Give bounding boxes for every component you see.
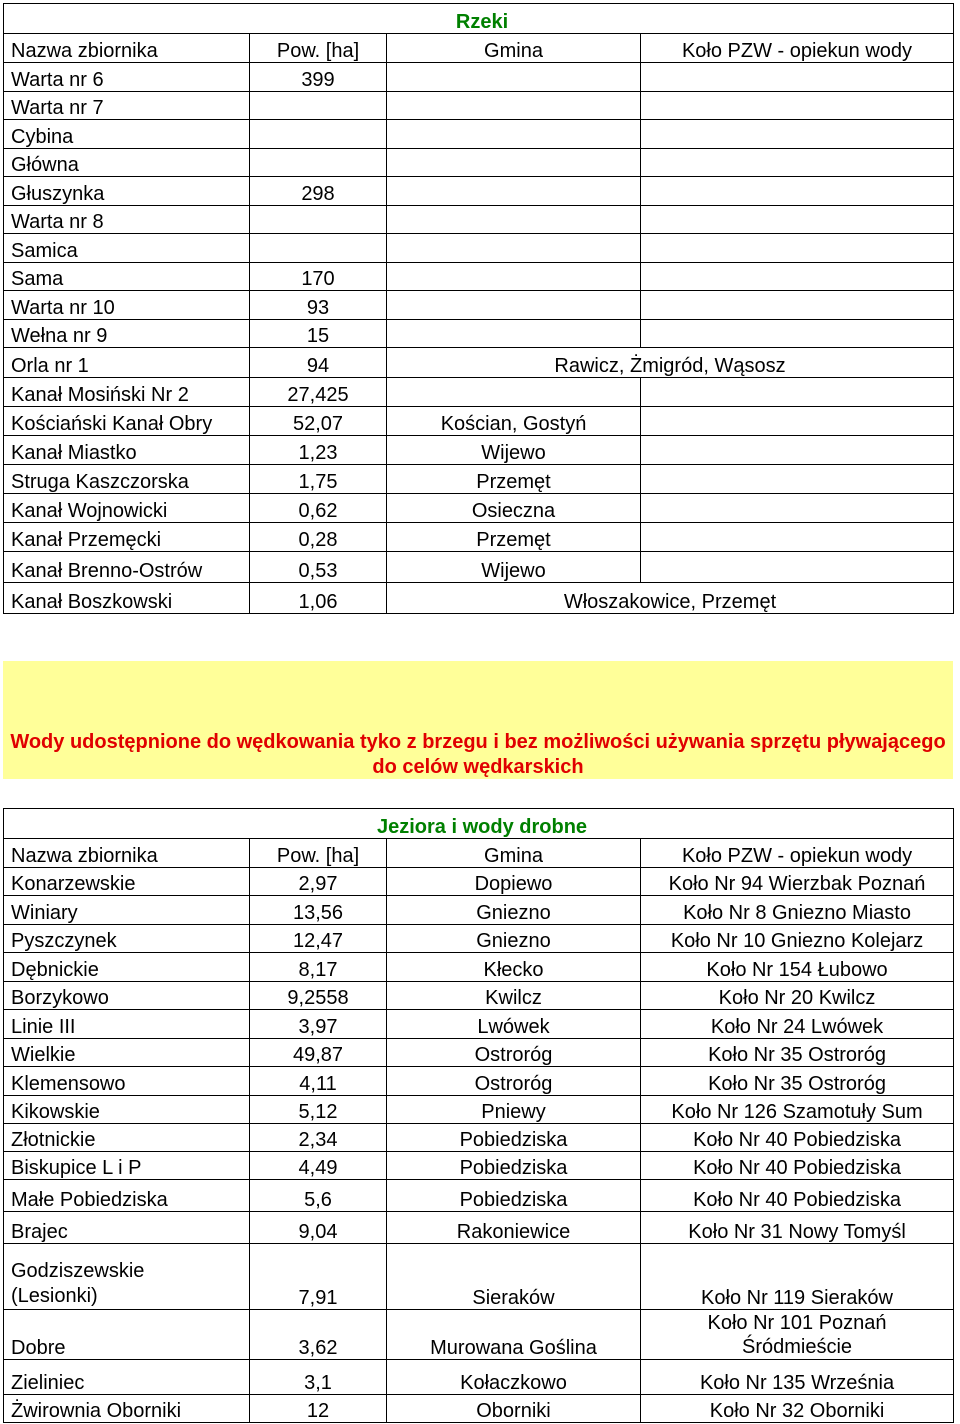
cell-name: Główna [4,149,250,177]
lakes-header-row [4,839,954,868]
table-row [4,291,954,320]
cell-area: 13,56 [250,896,387,925]
cell-club [641,149,954,177]
cell-gmina: Pniewy [387,1096,641,1124]
cell-club [641,436,954,465]
cell-club: Koło Nr 94 Wierzbak Poznań [641,868,954,896]
cell-club [641,206,954,234]
cell-name: Zieliniec [4,1360,250,1395]
table-row [4,1310,954,1360]
cell-club [641,291,954,320]
cell-gmina: Ostroróg [387,1067,641,1096]
table-row [4,465,954,494]
table-row [4,92,954,120]
cell-area: 1,23 [250,436,387,465]
cell-club: Koło Nr 40 Pobiedziska [641,1124,954,1152]
cell-area: 0,53 [250,552,387,583]
cell-area [250,92,387,120]
table-row [4,1096,954,1124]
cell-name: Klemensowo [4,1067,250,1096]
cell-club: Koło Nr 135 Września [641,1360,954,1395]
rivers-header-row [4,34,954,63]
cell-area: 12 [250,1395,387,1423]
cell-club: Koło Nr 119 Sieraków [641,1244,954,1310]
cell-name: Kanał Przemęcki [4,523,250,552]
cell-club [641,465,954,494]
cell-name: Winiary [4,896,250,925]
cell-club: Koło Nr 10 Gniezno Kolejarz [641,925,954,953]
cell-name [4,1244,250,1310]
cell-area [250,206,387,234]
cell-name: Kanał Mosiński Nr 2 [4,378,250,407]
table-row [4,378,954,407]
cell-gmina: Rawicz, Żmigród, Wąsosz [387,348,954,378]
cell-name: Warta nr 7 [4,92,250,120]
cell-area: 4,49 [250,1152,387,1180]
cell-name: Kościański Kanał Obry [4,407,250,436]
table-row [4,407,954,436]
cell-club [641,552,954,583]
cell-club [641,378,954,407]
cell-area: 1,06 [250,583,387,614]
cell-gmina: Murowana Goślina [387,1310,641,1360]
table-row [4,896,954,925]
cell-name-line1: Godziszewskie [11,1260,145,1282]
cell-gmina: Wijewo [387,552,641,583]
header-club: Koło PZW - opiekun wody [641,34,954,63]
cell-gmina: Ostroróg [387,1039,641,1067]
cell-club [641,494,954,523]
cell-gmina [387,63,641,92]
cell-gmina: Przemęt [387,523,641,552]
cell-club: Koło Nr 31 Nowy Tomyśl [641,1212,954,1244]
cell-gmina: Kłecko [387,953,641,982]
cell-name-line2: (Lesionki) [11,1285,98,1307]
rivers-title: Rzeki [4,4,954,34]
cell-gmina: Kołaczkowo [387,1360,641,1395]
cell-gmina: Rakoniewice [387,1212,641,1244]
cell-area: 1,75 [250,465,387,494]
cell-gmina: Sieraków [387,1244,641,1310]
cell-gmina [387,92,641,120]
cell-gmina: Lwówek [387,1010,641,1039]
cell-gmina [387,206,641,234]
table-row [4,953,954,982]
cell-gmina: Kościan, Gostyń [387,407,641,436]
cell-area: 3,1 [250,1360,387,1395]
cell-name: Biskupice L i P [4,1152,250,1180]
cell-gmina: Włoszakowice, Przemęt [387,583,954,614]
table-row [4,552,954,583]
cell-club [641,523,954,552]
cell-name: Warta nr 10 [4,291,250,320]
cell-gmina [387,120,641,149]
cell-gmina: Pobiedziska [387,1180,641,1212]
cell-club: Koło Nr 40 Pobiedziska [641,1152,954,1180]
cell-name: Konarzewskie [4,868,250,896]
cell-name: Brajec [4,1212,250,1244]
cell-name: Kanał Boszkowski [4,583,250,614]
cell-club [641,234,954,263]
cell-gmina [387,263,641,291]
cell-name: Kanał Brenno-Ostrów [4,552,250,583]
header-gmina: Gmina [387,34,641,63]
cell-club [641,177,954,206]
cell-gmina [387,378,641,407]
cell-name: Złotnickie [4,1124,250,1152]
table-row [4,1067,954,1096]
cell-gmina: Pobiedziska [387,1124,641,1152]
table-row [4,1360,954,1395]
table-row [4,1124,954,1152]
table-row [4,206,954,234]
cell-club: Koło Nr 8 Gniezno Miasto [641,896,954,925]
cell-club: Koło Nr 24 Lwówek [641,1010,954,1039]
cell-club: Koło Nr 154 Łubowo [641,953,954,982]
table-row [4,1010,954,1039]
cell-gmina: Dopiewo [387,868,641,896]
header-area: Pow. [ha] [250,839,387,868]
cell-gmina [387,320,641,348]
cell-area: 170 [250,263,387,291]
cell-gmina: Przemęt [387,465,641,494]
cell-gmina: Oborniki [387,1395,641,1423]
cell-area: 2,34 [250,1124,387,1152]
cell-area: 9,04 [250,1212,387,1244]
cell-name: Linie III [4,1010,250,1039]
cell-area: 0,62 [250,494,387,523]
cell-area: 49,87 [250,1039,387,1067]
cell-gmina: Gniezno [387,925,641,953]
cell-name: Warta nr 8 [4,206,250,234]
cell-name: Kanał Miastko [4,436,250,465]
table-row [4,1152,954,1180]
table-row [4,1212,954,1244]
cell-gmina [387,234,641,263]
cell-gmina [387,291,641,320]
cell-name: Orla nr 1 [4,348,250,378]
cell-gmina: Wijewo [387,436,641,465]
cell-area: 3,62 [250,1310,387,1360]
cell-area: 0,28 [250,523,387,552]
table-row [4,149,954,177]
cell-area [250,234,387,263]
table-row [4,523,954,552]
table-row [4,348,954,378]
cell-name: Samica [4,234,250,263]
cell-club: Koło Nr 40 Pobiedziska [641,1180,954,1212]
cell-area: 3,97 [250,1010,387,1039]
table-row [4,1244,954,1310]
table-row [4,868,954,896]
cell-area: 2,97 [250,868,387,896]
table-row [4,120,954,149]
cell-area: 52,07 [250,407,387,436]
cell-area: 94 [250,348,387,378]
table-row [4,1395,954,1423]
cell-gmina: Osieczna [387,494,641,523]
cell-area: 8,17 [250,953,387,982]
cell-name: Pyszczynek [4,925,250,953]
table-row [4,177,954,206]
cell-area [250,120,387,149]
table-row [4,494,954,523]
notice-text: Wody udostępnione do wędkowania tyko z brzegu i bez możliwości używania sprzętu pływającego do celów wędkarskich [10,731,946,778]
table-row [4,320,954,348]
rivers-table [3,3,954,614]
header-gmina: Gmina [387,839,641,868]
cell-club-line2: Śródmieście [742,1336,853,1358]
table-row [4,982,954,1010]
cell-name: Kanał Wojnowicki [4,494,250,523]
cell-gmina: Pobiedziska [387,1152,641,1180]
cell-name: Wielkie [4,1039,250,1067]
cell-club [641,92,954,120]
cell-name: Żwirownia Oborniki [4,1395,250,1423]
table-row [4,1039,954,1067]
cell-club [641,263,954,291]
table-row [4,63,954,92]
cell-gmina: Kwilcz [387,982,641,1010]
table-row [4,1180,954,1212]
table-row [4,263,954,291]
notice-banner [3,661,953,779]
table-row [4,436,954,465]
lakes-table [3,808,954,1423]
cell-area: 7,91 [250,1244,387,1310]
cell-club [641,120,954,149]
table-row [4,234,954,263]
header-name: Nazwa zbiornika [4,839,250,868]
cell-area [250,149,387,177]
cell-club: Koło Nr 32 Oborniki [641,1395,954,1423]
cell-name: Wełna nr 9 [4,320,250,348]
cell-club [641,1310,954,1360]
table-row [4,925,954,953]
cell-name: Dobre [4,1310,250,1360]
cell-name: Sama [4,263,250,291]
cell-area: 399 [250,63,387,92]
cell-area: 5,6 [250,1180,387,1212]
cell-name: Dębnickie [4,953,250,982]
cell-club: Koło Nr 20 Kwilcz [641,982,954,1010]
cell-club [641,320,954,348]
cell-area: 93 [250,291,387,320]
header-club: Koło PZW - opiekun wody [641,839,954,868]
header-area: Pow. [ha] [250,34,387,63]
cell-gmina: Gniezno [387,896,641,925]
cell-name: Warta nr 6 [4,63,250,92]
lakes-title: Jeziora i wody drobne [4,809,954,839]
cell-area: 12,47 [250,925,387,953]
cell-area: 15 [250,320,387,348]
cell-club [641,63,954,92]
table-row [4,583,954,614]
cell-area: 27,425 [250,378,387,407]
cell-club: Koło Nr 35 Ostroróg [641,1039,954,1067]
cell-club [641,407,954,436]
cell-area: 4,11 [250,1067,387,1096]
cell-club: Koło Nr 126 Szamotuły Sum [641,1096,954,1124]
cell-area: 5,12 [250,1096,387,1124]
cell-club-line1: Koło Nr 101 Poznań [707,1312,887,1334]
cell-area: 9,2558 [250,982,387,1010]
cell-name: Cybina [4,120,250,149]
cell-name: Struga Kaszczorska [4,465,250,494]
cell-club: Koło Nr 35 Ostroróg [641,1067,954,1096]
cell-gmina [387,149,641,177]
cell-name: Głuszynka [4,177,250,206]
cell-name: Małe Pobiedziska [4,1180,250,1212]
cell-area: 298 [250,177,387,206]
header-name: Nazwa zbiornika [4,34,250,63]
cell-gmina [387,177,641,206]
cell-name: Kikowskie [4,1096,250,1124]
cell-name: Borzykowo [4,982,250,1010]
